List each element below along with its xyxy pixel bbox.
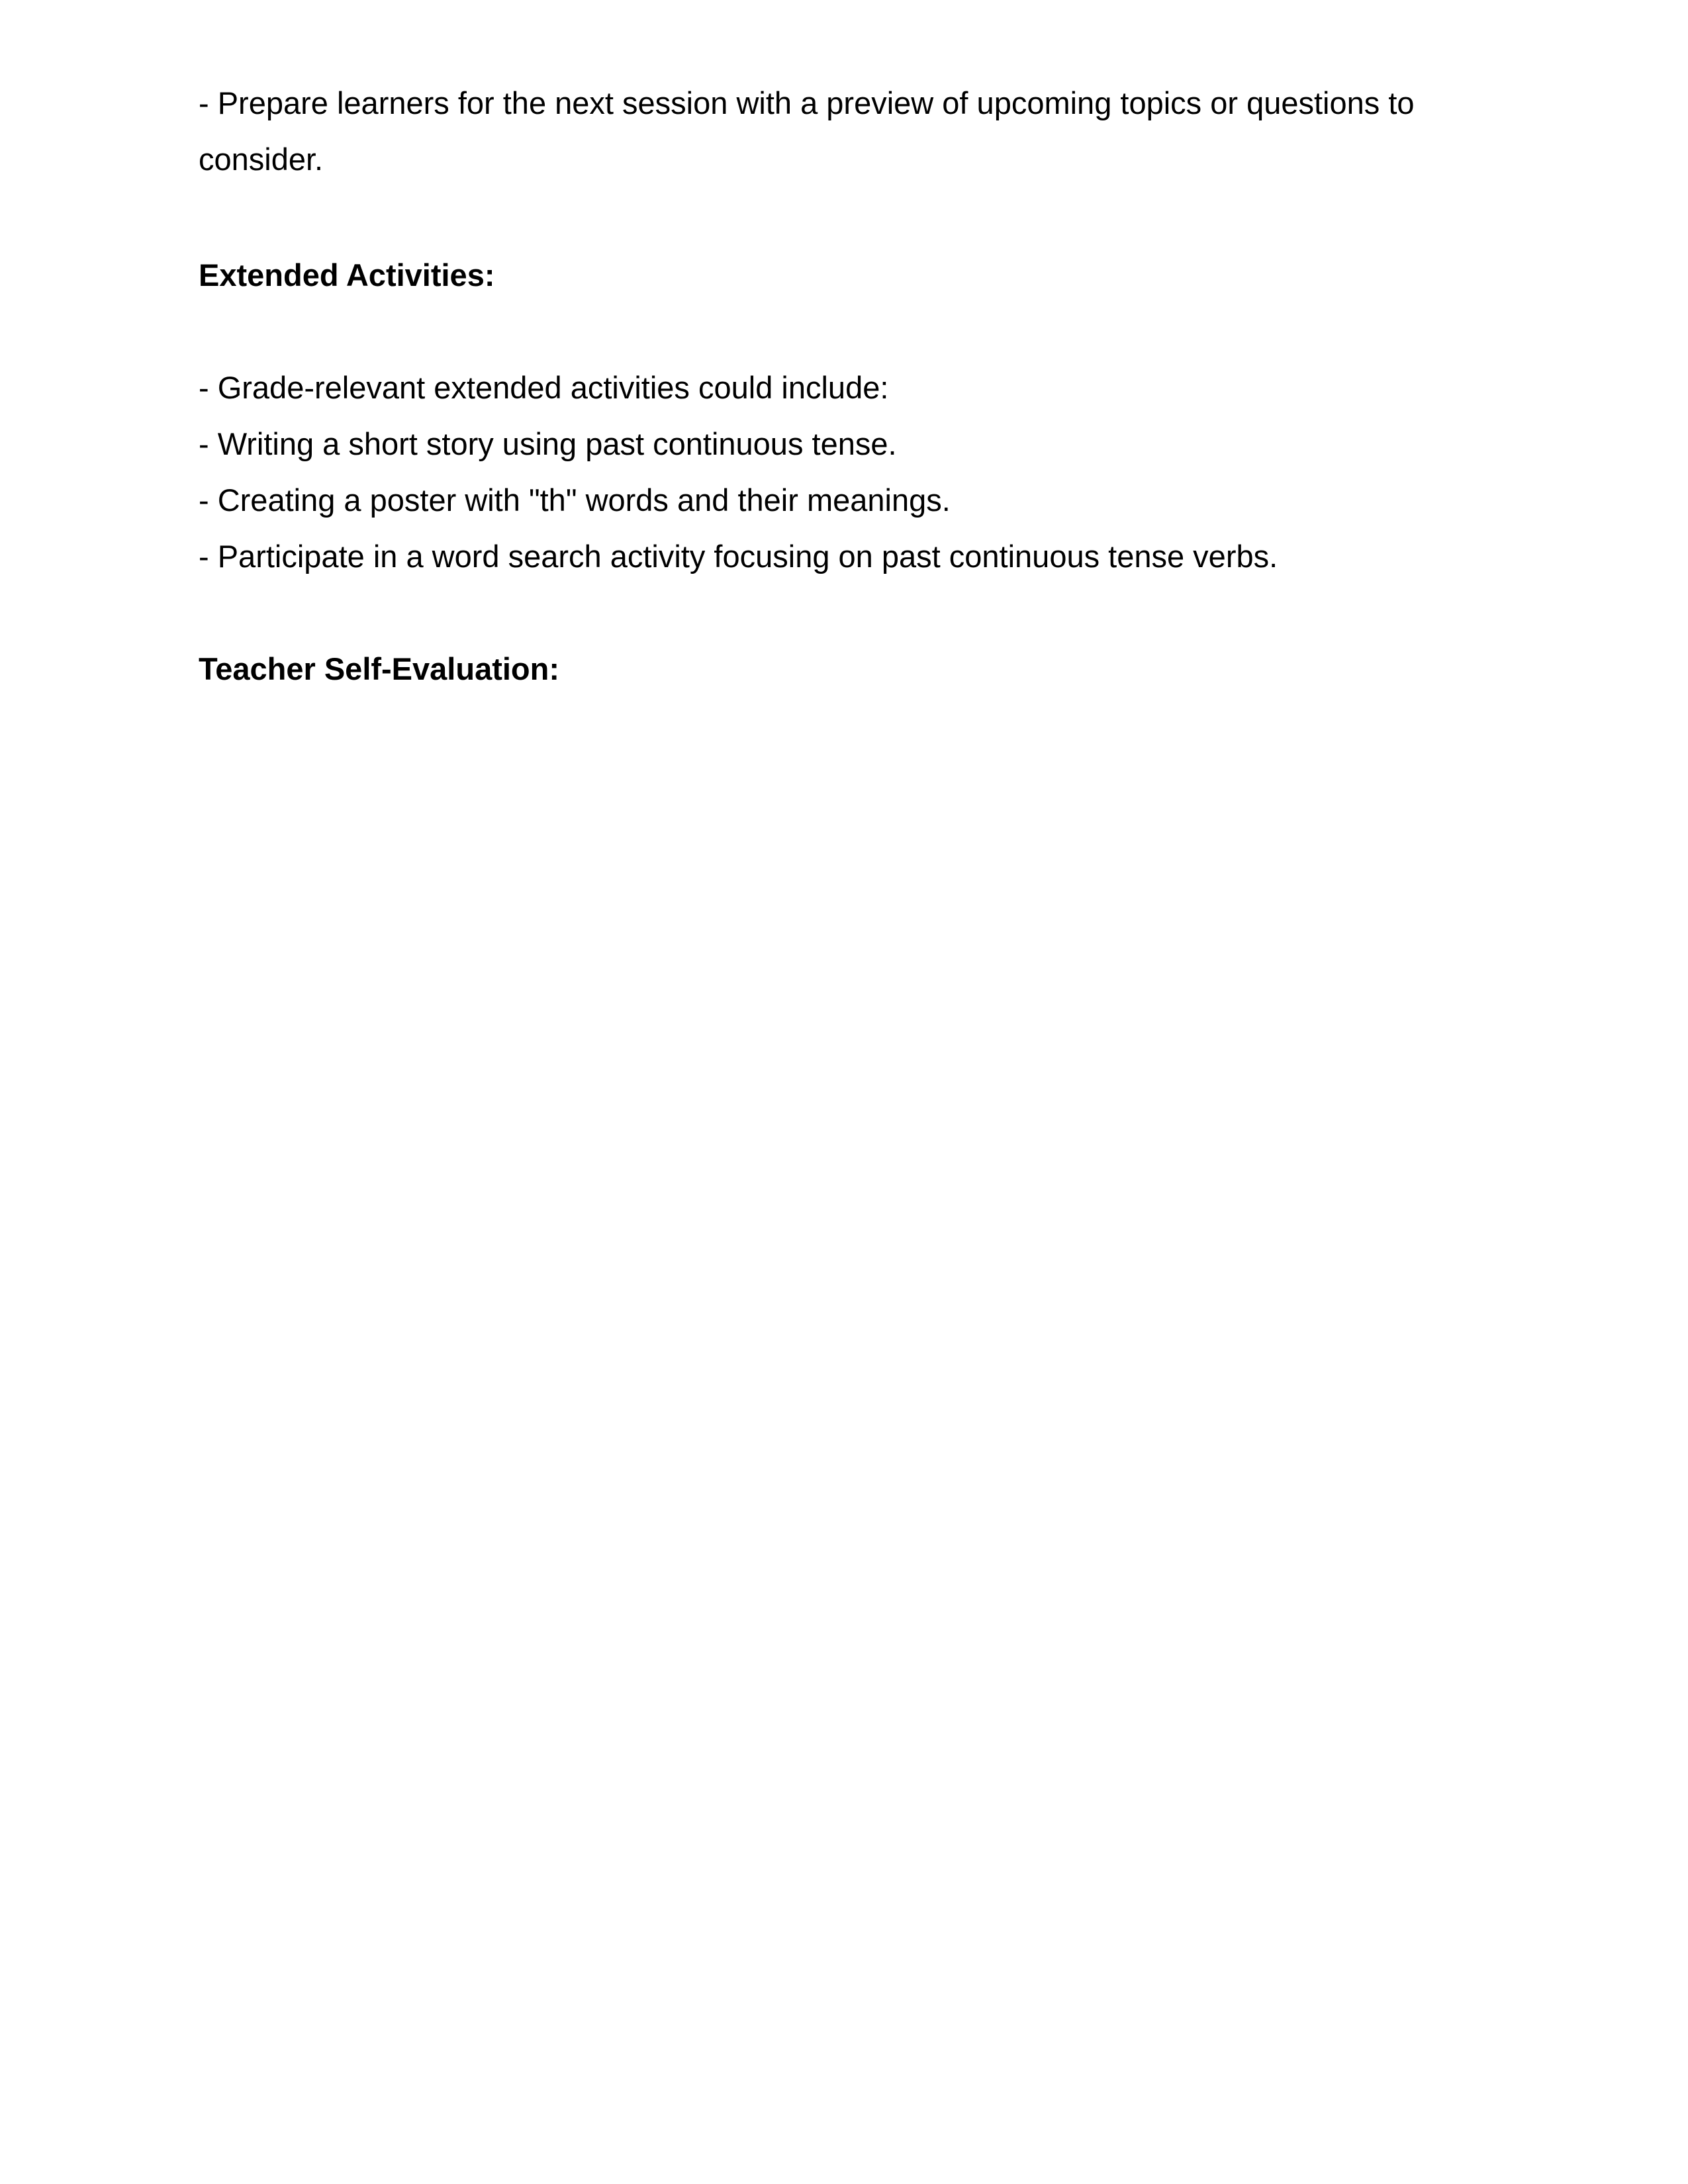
intro-paragraph-block	[199, 75, 1466, 187]
extended-activities-heading-block	[199, 247, 1466, 303]
extended-activities-list	[199, 359, 1466, 584]
extended-activities-heading: Extended Activities:	[199, 257, 495, 293]
list-item: - Creating a poster with "th" words and their meanings.	[199, 482, 951, 518]
list-item: - Writing a short story using past continuous tense.	[199, 426, 897, 461]
teacher-self-evaluation-heading: Teacher Self-Evaluation:	[199, 651, 559, 686]
teacher-self-evaluation-heading-block	[199, 641, 1466, 697]
list-item: - Grade-relevant extended activities could include:	[199, 370, 889, 405]
intro-paragraph: - Prepare learners for the next session with a preview of upcoming topics or questions to consider.	[199, 85, 1415, 177]
list-item: - Participate in a word search activity focusing on past continuous tense verbs.	[199, 539, 1278, 574]
